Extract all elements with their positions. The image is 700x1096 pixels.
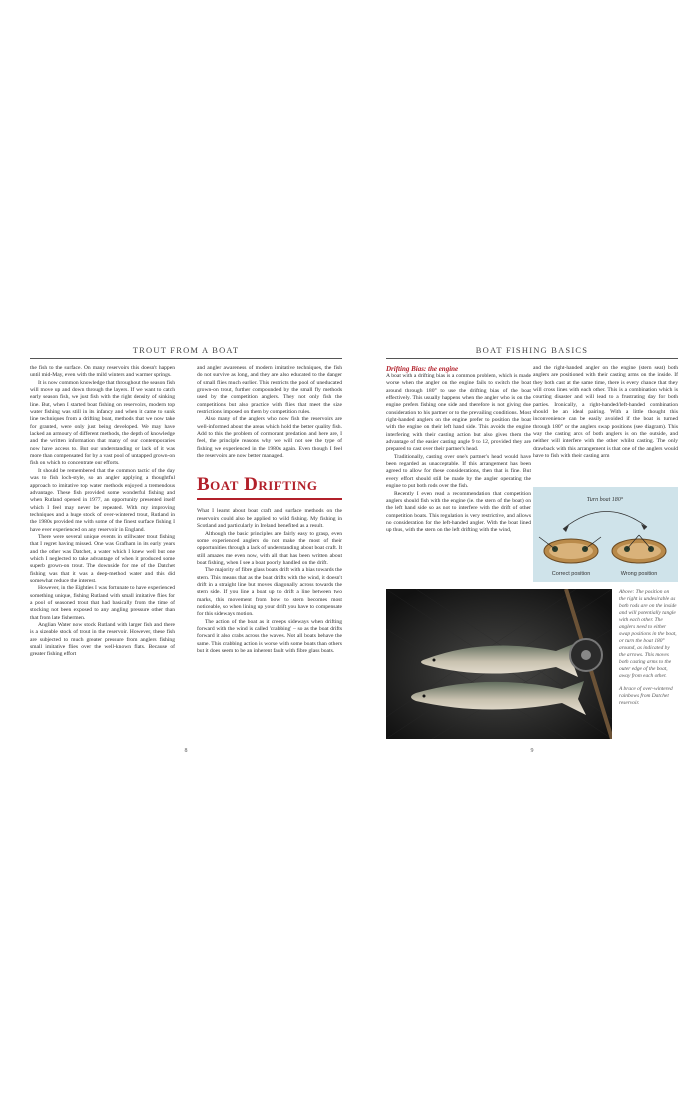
arrow-head-icon [563, 525, 569, 532]
running-head-right: BOAT FISHING BASICS [475, 345, 589, 355]
paragraph: and angler awareness of modern imitative techniques, the fish do not survive as long, and they are also educated to the danger of small flies much earlier. This restricts the pool of uneducated grown-on trout, further compounded by the small fly methods used by the competition anglers. They not only fish the competitions but also practice with flies that meet the size restrictions imposed on them by competition rules. [197, 365, 342, 416]
left-columns [30, 365, 342, 659]
page-number-left: 8 [184, 748, 188, 754]
paragraph: and the right-handed angler on the engine (stern seat) both anglers are positioned with their casting arms on the inside. If they both cast at the same time, there is every chance that they will cross lines with each other. This is a combination which is courting disaster and will lead to a frustrating day for both parties. Ironically, a right-handed/left-handed combination should be an ideal pairing. With a little thought this inconvenience can be easily avoided if the boat is turned through 180° or the anglers swap positions (see diagram). This way the casting arcs of both anglers is on the outside, and neither will interfere with the other whilst casting. The only drawback with this arrangement is that one of the anglers would have to fish with their casting arm [533, 365, 678, 460]
turn-boat-label: Turn boat 180° [586, 497, 624, 503]
section-heading: Boat Drifting [197, 474, 318, 496]
paragraph: Recently I even read a recommendation that competition anglers should fish with the engine (ie. the stern of the boat) on the left hand side so as not to interfere with the drift of other competition boats. This regulation is very restrictive, and allows no consideration for the left-handed angler. With the boat lined up thus, with the stern on the left drifting with the wind, [386, 490, 531, 534]
paragraph: the fish to the surface. On many reservoirs this doesn't happen until mid-May, even with the mild winters and warmer springs. [30, 365, 175, 379]
paragraph: Traditionally, casting over one's partner's head would have been regarded as unacceptable. If this arrangement has been agreed to allow for these considerations, then that is fine. But every effort should still be made by the angler operating the engine to put both rods over the fish. [386, 453, 531, 490]
paragraph: There were several unique events in stillwater trout fishing that I regret having missed. One was Grafham in its early years and the other was Datchet, a water which I knew well but one which I neglected to take advantage of when it produced some superb grown-on trout. The downside for me of the Datchet fishing was that it was a deep-method water and this did somewhat reduce the interest. [30, 533, 175, 584]
paragraph: The action of the boat as it creeps sideways when drifting forward with the wind is called 'crabbing' – so as the boat drifts forward it also crabs across the waves. Not all boats behave the same. This crabbing action is worse with some boats than others but it does seem to be an inherent fault with fibre glass boats. [197, 618, 342, 654]
boat-position-diagram [533, 487, 678, 582]
paragraph: Also many of the anglers who now fish the reservoirs are well-informed about the areas which hold the better quality fish. Add to this the problem of cormorant predation and here are, I feel, the principle reasons why we will not see the type of fishing we experienced in the 1980s again. Even though I feel the reservoirs are now better managed. [197, 416, 342, 460]
paragraph: Anglian Water now stock Rutland with larger fish and there is a sizeable stock of trout in the reservoir. However, these fish are subjected to much greater pressure from anglers fishing small imitative flies over the well-known flats. Because of greater fishing effort [30, 622, 175, 658]
boat-diagram-graphic [533, 487, 678, 582]
right-page [386, 344, 678, 754]
paragraph: A boat with a drifting bias is a common problem, which is made worse when the angler on the engine fails to switch the boat around through 180° to use the drifting bias of the boat effectively. This usually happens when the angler who is on the engine prefers fishing one side and therefore is not giving due consideration to his partner or to the prevailing conditions. Most right-handed anglers on the engine prefer to position the boat with the engine on their left hand side. This avoids the engine interfering with their casting action but also gives them the advantage of the easier casting angle 9 to 12, provided they are prepared to cast over their partner's head. [386, 373, 531, 453]
header-rule-right [386, 358, 678, 359]
left-col-1 [30, 365, 175, 659]
correct-position-label: Correct position [551, 571, 591, 577]
trout-photo-graphic [386, 589, 612, 739]
wrong-position-label: Wrong position [620, 571, 658, 577]
paragraph: It should be remembered that the common tactic of the day was to fish loch-style, so an angler applying a thoughtful approach to imitative top water methods enjoyed a tremendous advantage. These fish provided some wonderful fishing and when Rutland opened in 1977, an opportunity presented itself which I feel may never be repeated. With my improving techniques and a huge stock of over-wintered trout, Rutland in the 1980s provided me with some of the finest surface fishing I have ever experienced on any reservoir in England. [30, 467, 175, 533]
left-page [30, 344, 342, 754]
caption-diagram: Above: The position on the right is undesirable as both rods are on the inside and will potentially tangle with each other. The anglers need to either swap positions in the boat, or turn the boat 180° around, as indicated by the arrows. This moves both casting arms to the outer edge of the boat, away from each other. [619, 589, 677, 679]
paragraph: However, in the Eighties I was fortunate to have experienced something unique, fishing Rutland with small imitative flies for a pool of seasoned trout that had basically from the time of stocking not been exposed to any angling pressure other than that from late fishermen. [30, 585, 175, 621]
paragraph: What I learnt about boat craft and surface methods on the reservoirs could also be applied to wild fishing. My fishing in Scotland and particularly in Ireland benefited as a result. [197, 508, 342, 530]
subheading: Drifting Bias: the engine [386, 365, 459, 373]
trout-photo [386, 589, 612, 739]
right-col-1 [386, 365, 531, 535]
paragraph: The majority of fibre glass boats drift with a bias towards the stern. This means that as the boat drifts with the wind, it doesn't drift in a straight line but moves diagonally across towards the stern side. If you line a boat up to drift a line between two marks, this movement from bow to stern becomes most noticeable, so when lining up your drift you have to compensate for this sideways motion. [197, 567, 342, 618]
page-number-right: 9 [530, 748, 534, 754]
caption-photo: A brace of over-wintered rainbows from Datchet reservoir. [619, 686, 673, 706]
section-heading-rule [197, 498, 342, 500]
left-col-2 [197, 365, 342, 659]
paragraph: Although the basic principles are fairly easy to grasp, even some experienced anglers do not make the most of their opportunities through a lack of understanding about boat craft. It still amazes me even now, with all that has been written about boat fishing, when I see a boat poorly handled on the drift. [197, 530, 342, 566]
header-rule-left [30, 358, 342, 359]
boat-deck [617, 543, 661, 559]
running-head-left: TROUT FROM A BOAT [132, 345, 240, 355]
turn-arrow [563, 511, 647, 529]
photo-caption [619, 589, 677, 713]
paragraph: It is now common knowledge that throughout the season fish will move up and down through the layers. If we want to catch early season fish, we just fish with the right density of sinking line. But, when I started boat fishing on reservoirs, modern top water fishing was still in its infancy and when it came to sunk line techniques from a drifting boat, methods that we now take for granted, were only just being developed. We may have lacked an armoury of different methods, the depth of knowledge and the written information that many of our contemporaries now have access to. But our understanding or lack of it was more than compensated for by a vast pool of untapped grown-on fish on which to concentrate our efforts. [30, 379, 175, 467]
